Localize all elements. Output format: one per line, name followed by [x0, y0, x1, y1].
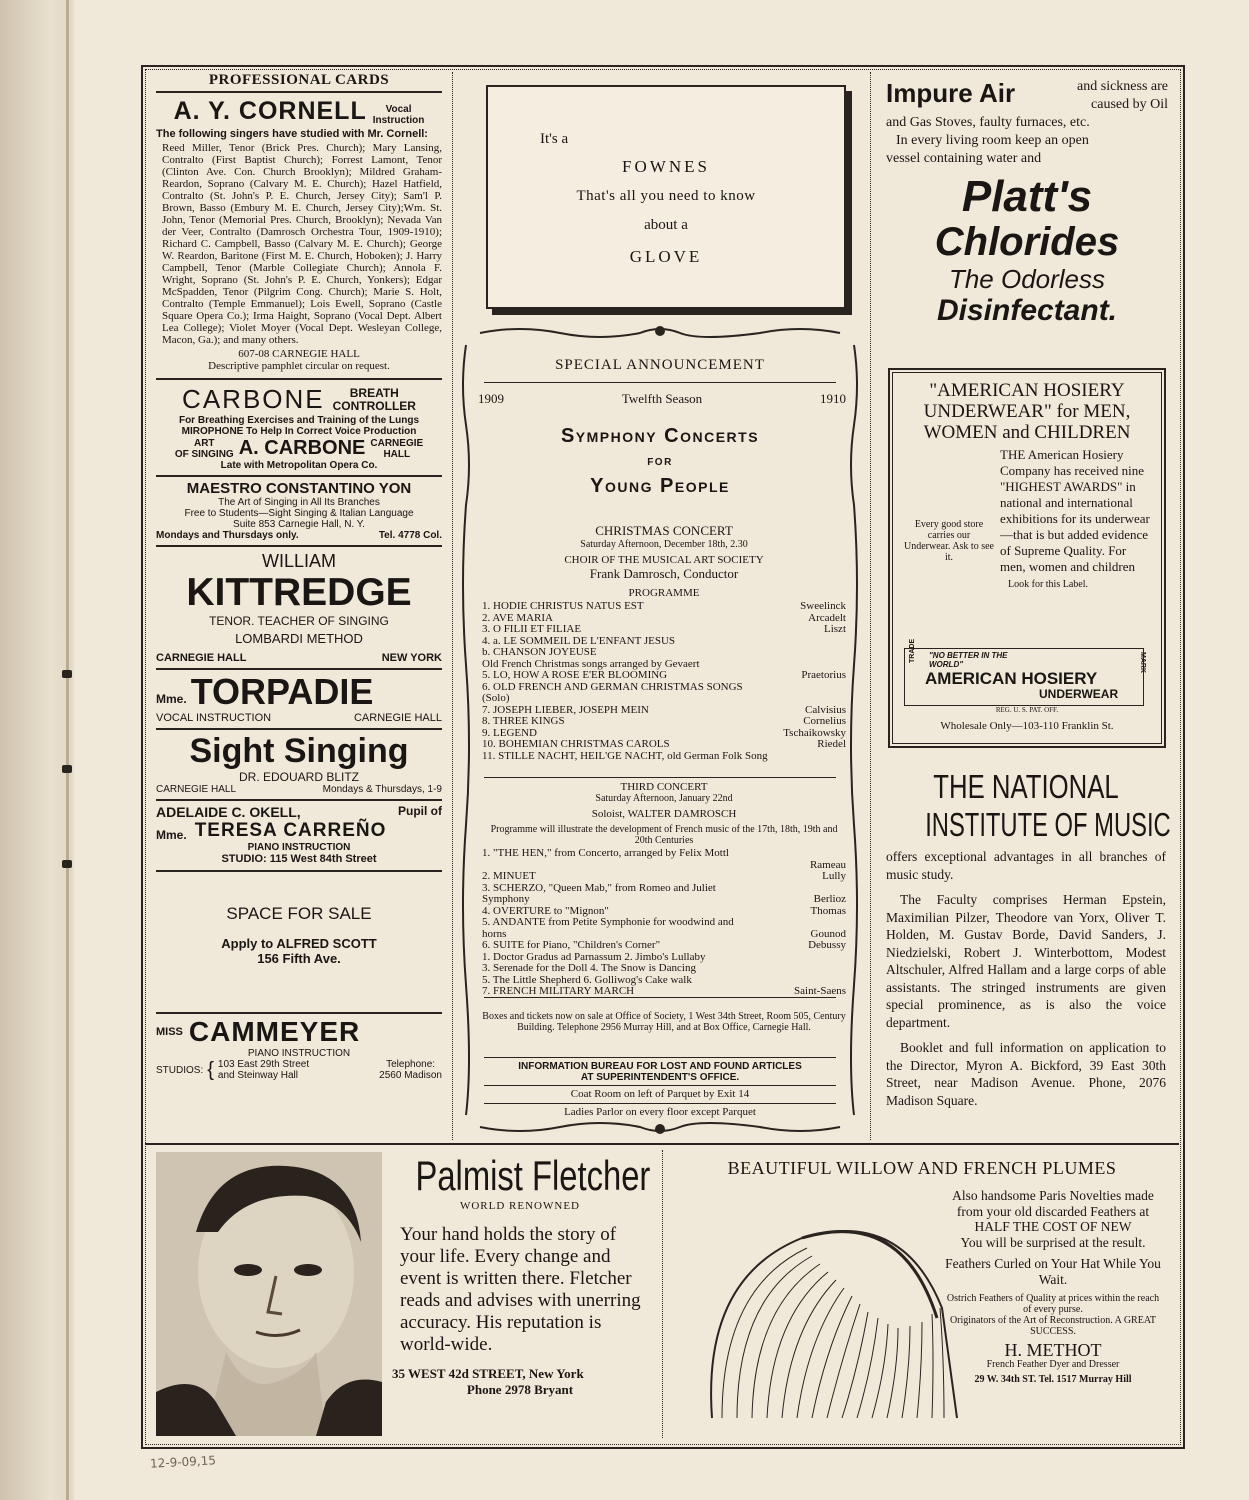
fownes-line3: That's all you need to know [576, 188, 756, 204]
programme-title: 5. The Little Shepherd 6. Golliwog's Cake walk [482, 973, 692, 986]
christmas-programme-list [482, 601, 846, 762]
platt-line3: vessel containing water and [886, 151, 1042, 166]
programme-item [482, 894, 846, 906]
hosiery-title2: UNDERWEAR" for MEN, [923, 401, 1131, 422]
professional-cards-column [156, 72, 442, 1142]
divider [484, 1085, 836, 1086]
programme-item [482, 682, 846, 694]
programme-title: 2. AVE MARIA [482, 611, 554, 624]
fletcher-portrait [156, 1152, 382, 1436]
programme-item [482, 917, 846, 929]
binding-hole [62, 860, 72, 868]
fownes-glove-ad [486, 85, 846, 309]
american-hosiery-ad [888, 368, 1166, 748]
hosiery-wholesale: Wholesale Only—103-110 Franklin St. [940, 720, 1114, 732]
professional-cards-header: PROFESSIONAL CARDS [208, 72, 390, 88]
divider [156, 668, 442, 670]
info-bureau-1: INFORMATION BUREAU FOR LOST AND FOUND ARTICLES [518, 1061, 802, 1072]
plumes-p2: HALF THE COST OF NEW [974, 1219, 1132, 1234]
divider [484, 1057, 836, 1058]
programme-composer: Arcadelt [808, 611, 846, 624]
cornell-tag2: Instruction [372, 115, 425, 126]
third-programme-list [482, 848, 846, 998]
programme-composer: Sweelinck [800, 600, 846, 612]
blitz-title: Sight Singing [189, 732, 409, 770]
year-left: 1909 [478, 391, 504, 406]
programme-composer: Riedel [817, 738, 846, 750]
programme-composer: Thomas [810, 904, 846, 917]
programme-item [482, 963, 846, 975]
programme-item [482, 647, 846, 659]
horizontal-divider [145, 1143, 1179, 1145]
cammeyer-card: MISS CAMMEYER PIANO INSTRUCTION STUDIOS: { 103 East 29th Street and Steinway Hall Telephone: 2560 Madison [156, 1016, 442, 1081]
carbone-teacher: A. CARBONE [238, 437, 366, 459]
programme-item [482, 871, 846, 883]
hosiery-title1: "AMERICAN HOSIERY [929, 380, 1125, 401]
divider [484, 382, 836, 383]
programme-item [482, 601, 846, 613]
platt-line1: and Gas Stoves, faulty furnaces, etc. [886, 115, 1090, 130]
info-bureau-2: AT SUPERINTENDENT'S OFFICE. [580, 1072, 740, 1083]
kittredge-line1: TENOR. TEACHER OF SINGING [209, 614, 389, 628]
fownes-line1: It's a [540, 131, 569, 147]
third-concert [482, 781, 846, 998]
programme-composer: Calvisius [805, 703, 846, 716]
announcement-heading-1: Symphony Concerts [560, 425, 760, 447]
programme-title: (Solo) [482, 692, 510, 704]
torpadie-right: CARNEGIE HALL [353, 712, 442, 724]
binding-hole [62, 765, 72, 773]
hosiery-side: Every good store carries our Underwear. Ask to see it. [904, 519, 994, 563]
okell-prefix: Mme. [156, 828, 187, 842]
carbone-line2: MIROPHONE To Help In Correct Voice Production [181, 426, 417, 437]
okell-studio: STUDIO: 115 West 84th Street [221, 853, 377, 865]
plumes-p4: Feathers Curled on Your Hat While You Wait. [945, 1256, 1161, 1287]
okell-teacher: TERESA CARREÑO [194, 820, 387, 841]
impure-air-head: Impure Air [886, 78, 1016, 108]
programme-title: 4. a. LE SOMMEIL DE L'ENFANT JESUS [482, 634, 676, 647]
plumes-address: 29 W. 34th ST. Tel. 1517 Murray Hill [974, 1373, 1132, 1385]
hosiery-label-main: AMERICAN HOSIERY [925, 669, 1098, 688]
fownes-brand: FOWNES [622, 157, 710, 176]
programme-item [482, 624, 846, 636]
national-title2: INSTITUTE OF MUSIC [925, 806, 1171, 843]
programme-title: 7. JOSEPH LIEBER, JOSEPH MEIN [482, 703, 649, 716]
cammeyer-studios: STUDIOS: [156, 1064, 204, 1076]
programme-title: Old French Christmas songs arranged by Gevaert [482, 657, 700, 670]
yon-line2: Free to Students—Sight Singing & Italian Language [184, 508, 414, 519]
third-intro: Programme will illustrate the development of French music of the 17th, 18th, 19th and 20th Centuries [490, 824, 838, 846]
torpadie-left: VOCAL INSTRUCTION [156, 712, 272, 724]
hosiery-label [904, 638, 1146, 706]
programme-item [482, 986, 846, 998]
fownes-line5: GLOVE [629, 247, 703, 266]
programme-title: 5. ANDANTE from Petite Symphonie for woodwind and [482, 916, 734, 928]
okell-name: ADELAIDE C. OKELL, [156, 804, 301, 820]
hosiery-label-top: "NO BETTER IN THE WORLD" [929, 651, 1008, 669]
announcement-title: SPECIAL ANNOUNCEMENT [555, 357, 765, 373]
christmas-programme-label: PROGRAMME [628, 587, 700, 599]
torpadie-prefix: Mme. [156, 692, 187, 706]
programme-composer: Gounod [810, 927, 846, 940]
ladies-parlor: Ladies Parlor on every floor except Parquet [564, 1106, 756, 1118]
column-divider [870, 72, 872, 1140]
hosiery-body: THE American Hosiery Company has received nine "HIGHEST AWARDS" in national and international exhibitions for its underwear—that is but added evidence of Supreme Quality. For men, women and children [1000, 447, 1150, 574]
national-title1: THE NATIONAL [933, 768, 1119, 805]
platt-line2: In every living room keep an open [896, 133, 1089, 148]
carbone-tag2: CONTROLLER [332, 398, 416, 413]
programme-composer: Cornelius [803, 715, 846, 727]
cammeyer-tel2: 2560 Madison [379, 1070, 442, 1081]
carbone-hall1: CARNEGIE [370, 437, 424, 449]
ostrich-plume-illustration [682, 1198, 962, 1428]
cornell-card [156, 97, 442, 372]
fletcher-address: 35 WEST 42d STREET, New York [392, 1366, 584, 1381]
cammeyer-name: CAMMEYER [188, 1016, 361, 1047]
hosiery-mark: MARK [1139, 652, 1146, 673]
programme-item [482, 693, 846, 705]
programme-item [482, 751, 846, 763]
torpadie-card [156, 672, 442, 724]
third-date: Saturday Afternoon, January 22nd [595, 793, 733, 804]
plumes-role: French Feather Dyer and Dresser [986, 1358, 1120, 1370]
programme-title: 10. BOHEMIAN CHRISTMAS CAROLS [482, 738, 670, 750]
national-p1: offers exceptional advantages in all branches of music study. [886, 849, 1166, 882]
torpadie-name: TORPADIE [190, 671, 374, 712]
year-right: 1910 [819, 391, 846, 406]
programme-title: 6. SUITE for Piano, "Children's Corner" [482, 939, 661, 951]
announcement-heading-3: Young People [590, 475, 730, 497]
divider [156, 91, 442, 93]
programme-item [482, 716, 846, 728]
programme-composer: Rameau [809, 858, 846, 871]
carbone-card [156, 384, 442, 471]
programme-item [482, 860, 846, 872]
yon-tel: Tel. 4778 Col. [378, 530, 442, 541]
space-line1: Apply to ALFRED SCOTT [221, 936, 377, 951]
programme-composer: Lully [822, 870, 846, 882]
carbone-late: Late with Metropolitan Opera Co. [220, 460, 378, 471]
blitz-name: DR. EDOUARD BLITZ [238, 770, 359, 784]
platt-side1: and sickness are [1077, 79, 1168, 94]
carbone-tag1: BREATH [349, 385, 399, 400]
kittredge-last: KITTREDGE [186, 571, 412, 614]
space-line2: 156 Fifth Ave. [257, 951, 341, 966]
platt-brand1: Platt's [961, 172, 1093, 221]
fletcher-sub: WORLD RENOWNED [459, 1200, 580, 1212]
plumes-p5: Ostrich Feathers of Quality at prices within the reach of every purse. [946, 1293, 1160, 1315]
christmas-title: CHRISTMAS CONCERT [595, 523, 733, 538]
divider [156, 728, 442, 730]
plumes-name: H. METHOT [1004, 1340, 1102, 1360]
hosiery-look: Look for this Label. [1008, 579, 1088, 590]
okell-line1: PIANO INSTRUCTION [247, 842, 351, 853]
yon-line1: The Art of Singing in All Its Branches [218, 497, 380, 508]
christmas-conductor: Frank Damrosch, Conductor [589, 566, 739, 581]
yon-line3: Suite 853 Carnegie Hall, N. Y. [233, 519, 365, 530]
programme-title: 3. SCHERZO, "Queen Mab," from Romeo and Juliet [482, 881, 716, 894]
kittredge-first: WILLIAM [261, 551, 336, 571]
divider [156, 545, 442, 547]
christmas-choir: CHOIR OF THE MUSICAL ART SOCIETY [564, 554, 764, 566]
programme-item [482, 739, 846, 751]
cornell-address: 607-08 CARNEGIE HALL [238, 348, 360, 360]
divider [156, 870, 442, 872]
spine-fold [66, 0, 69, 1500]
programme-title: 1. Doctor Gradus ad Parnassum 2. Jimbo's Lullaby [482, 950, 706, 963]
programme-title: 1. "THE HEN," from Concerto, arranged by Felix Mottl [482, 847, 729, 859]
programme-composer: Tschaikowsky [783, 726, 846, 739]
carbone-art2: OF SINGING [174, 448, 234, 460]
yon-days: Mondays and Thursdays only. [156, 530, 299, 541]
cammeyer-s2: and Steinway Hall [217, 1070, 298, 1081]
cammeyer-s1: 103 East 29th Street [217, 1059, 310, 1070]
divider [484, 777, 836, 778]
cornell-note: Descriptive pamphlet circular on request. [208, 360, 390, 372]
binding-margin [0, 0, 72, 1500]
blitz-right: Mondays & Thursdays, 1-9 [322, 784, 442, 795]
kittredge-right: NEW YORK [381, 652, 442, 664]
cornell-intro: The following singers have studied with Mr. Cornell: [156, 128, 428, 140]
carbone-art1: ART [193, 437, 215, 449]
platt-tag2: Disinfectant. [936, 294, 1118, 327]
okell-card [156, 804, 442, 865]
hosiery-label-sub: UNDERWEAR [1039, 687, 1119, 701]
yon-card [156, 480, 442, 541]
programme-item [482, 940, 846, 952]
programme-title: 5. LO, HOW A ROSE E'ER BLOOMING [482, 669, 668, 681]
season: Twelfth Season [621, 391, 703, 406]
divider [156, 475, 442, 477]
plumes-ad [672, 1158, 1172, 1438]
blitz-left: CARNEGIE HALL [156, 784, 237, 795]
column-divider [452, 72, 454, 1140]
programme-title: 1. HODIE CHRISTUS NATUS EST [482, 600, 644, 612]
blitz-card [156, 732, 442, 795]
programme-title: horns [482, 927, 507, 940]
cammeyer-prefix: MISS [156, 1026, 183, 1038]
kittredge-line2: LOMBARDI METHOD [235, 631, 363, 646]
binding-hole [62, 670, 72, 678]
column-divider [662, 1150, 664, 1438]
programme-title: 3. O FILII ET FILIAE [482, 623, 582, 635]
programme-title: b. CHANSON JOYEUSE [482, 646, 597, 658]
divider [484, 1103, 836, 1104]
third-title: THIRD CONCERT [620, 781, 708, 793]
kittredge-card [156, 551, 442, 664]
programme-title: 3. Serenade for the Doll 4. The Snow is Dancing [482, 962, 696, 974]
platts-chlorides-ad [886, 78, 1168, 358]
okell-pupil1: Pupil [397, 804, 428, 818]
platt-side2: caused by Oil [1091, 97, 1168, 112]
programme-item [482, 848, 846, 860]
divider [156, 1012, 442, 1014]
platt-brand2: Chlorides [934, 220, 1120, 264]
space-title: SPACE FOR SALE [226, 904, 372, 923]
pencil-annotation: 12-9-09,15 [149, 1453, 217, 1471]
carbone-hall2: HALL [383, 448, 411, 460]
fletcher-ad [386, 1152, 654, 1436]
plumes-p6: Originators of the Art of Reconstruction. A GREAT SUCCESS. [949, 1315, 1157, 1337]
national-institute-ad [886, 768, 1171, 1138]
announcement-heading-2: for [647, 452, 673, 468]
cammeyer-line1: PIANO INSTRUCTION [247, 1048, 351, 1059]
plumes-text [942, 1188, 1164, 1385]
platt-tag1: The Odorless [948, 264, 1106, 294]
divider [484, 997, 836, 998]
programme-composer: Saint-Saens [794, 985, 846, 997]
hosiery-title3: WOMEN and CHILDREN [923, 422, 1131, 443]
fletcher-body: Your hand holds the story of your life. Every change and event is written there. Fletcher reads and advises with unerring accuracy. His reputation is world-wide. [400, 1224, 641, 1355]
programme-item [482, 670, 846, 682]
programme-title: 9. LEGEND [482, 726, 537, 739]
programme-composer: Praetorius [801, 669, 846, 681]
carbone-name: CARBONE [182, 384, 325, 414]
national-p2: The Faculty comprises Herman Epstein, Maximilian Pilzer, Theodore van Yorx, Oliver T. Holden, M. Gustav Borde, David Sanders, J. Niedzielski, Robert J. Winterbottom, Modest Altschuler, Alfred Hallam and a large corps of able assistants. The stringed instruments are given special prominence, as is also the voice department. [886, 892, 1166, 1030]
okell-pupil2: of [430, 804, 442, 818]
cornell-body: Reed Miller, Tenor (Brick Pres. Church); Mary Lansing, Contralto (First Baptist Church); Forrest Lamont, Tenor (Clinton Ave. Con. Church Brooklyn); Mildred Graham-Reardon, Soprano (Calvary M. E. Church); Hazel Hatfield, Contralto (St. John's P. E. Church, Jersey City); Sam'l P. Brown, Basso (Embury M. E. Church, Jersey City);Wm. St. John, Tenor (Memorial Pres. Church, Brooklyn); Nevada Van der Veer, Contralto (Damrosch Orchestra Tour, 1909-1910); Richard C. Campbell, Basso (Calvary M. E. Church); George W. Reardon, Baritone (First M. E. Church, Hoboken); J. Harry Campbell, Tenor (Marble Collegiate Church); Annola F. Wright, Soprano (St. John's P. E. Church, Yonkers); Edgar McSpadden, Tenor (Pilgrim Cong. Church); Marie S. Holt, Contralto (Temple Emmanuel); Lois Ewell, Soprano (Castle Square Opera Co.); Irma Haight, Soprano (Vocal Dept. Albert Lea College); Violet Moyer (Vocal Dept. Wesleyan College, Macon, Ga.); and many others. [162, 142, 442, 346]
hosiery-trade: TRADE [909, 638, 916, 663]
plumes-p3: You will be surprised at the result. [960, 1234, 1146, 1250]
carbone-line1: For Breathing Exercises and Training of the Lungs [178, 415, 420, 426]
programme-title: 7. FRENCH MILITARY MARCH [482, 985, 635, 997]
announcement-panel [460, 325, 860, 1135]
fletcher-name: Palmist Fletcher [415, 1152, 651, 1199]
christmas-date: Saturday Afternoon, December 18th, 2.30 [580, 539, 748, 550]
cornell-name: A. Y. CORNELL [173, 97, 367, 125]
hosiery-reg: REG. U. S. PAT. OFF. [995, 706, 1059, 714]
fletcher-phone: Phone 2978 Bryant [466, 1382, 574, 1397]
programme-title: 6. OLD FRENCH AND GERMAN CHRISTMAS SONGS [482, 680, 743, 693]
cammeyer-tel1: Telephone: [386, 1059, 436, 1070]
space-for-sale [156, 904, 442, 1012]
coat-room: Coat Room on left of Parquet by Exit 14 [570, 1088, 750, 1100]
national-p3: Booklet and full information on application to the Director, Myron A. Bickford, 39 East 30th Street, near Madison Avenue. Phone, 2076 Madison Square. [886, 1040, 1166, 1108]
plumes-title: BEAUTIFUL WILLOW AND FRENCH PLUMES [727, 1158, 1117, 1178]
third-soloist: Soloist, WALTER DAMROSCH [591, 808, 737, 820]
programme-item [482, 883, 846, 895]
yon-name: MAESTRO CONSTANTINO YON [186, 480, 412, 497]
tickets-info: Boxes and tickets now on sale at Office of Society, 1 West 34th Street, Room 505, Century Building. Telephone 2956 Murray Hill, and at Box Office, Carnegie Hall. [482, 1011, 846, 1033]
plumes-p1: Also handsome Paris Novelties made from your old discarded Feathers at [952, 1188, 1154, 1219]
cornell-tag1: Vocal [385, 104, 412, 115]
christmas-concert [482, 523, 846, 762]
programme-composer: Debussy [808, 939, 846, 951]
programme-composer: Liszt [824, 623, 846, 635]
portrait-photo [156, 1152, 382, 1436]
fownes-line4: about a [644, 217, 688, 233]
kittredge-left: CARNEGIE HALL [156, 652, 247, 664]
programme-title: 4. OVERTURE to "Mignon" [482, 904, 609, 917]
divider [156, 378, 442, 380]
programme-title: Symphony [482, 893, 530, 905]
programme-composer: Berlioz [813, 893, 846, 905]
programme-title: 11. STILLE NACHT, HEIL'GE NACHT, old German Folk Song [482, 749, 768, 762]
programme-title: 8. THREE KINGS [482, 715, 565, 727]
divider [156, 799, 442, 801]
programme-title: 2. MINUET [482, 870, 536, 882]
